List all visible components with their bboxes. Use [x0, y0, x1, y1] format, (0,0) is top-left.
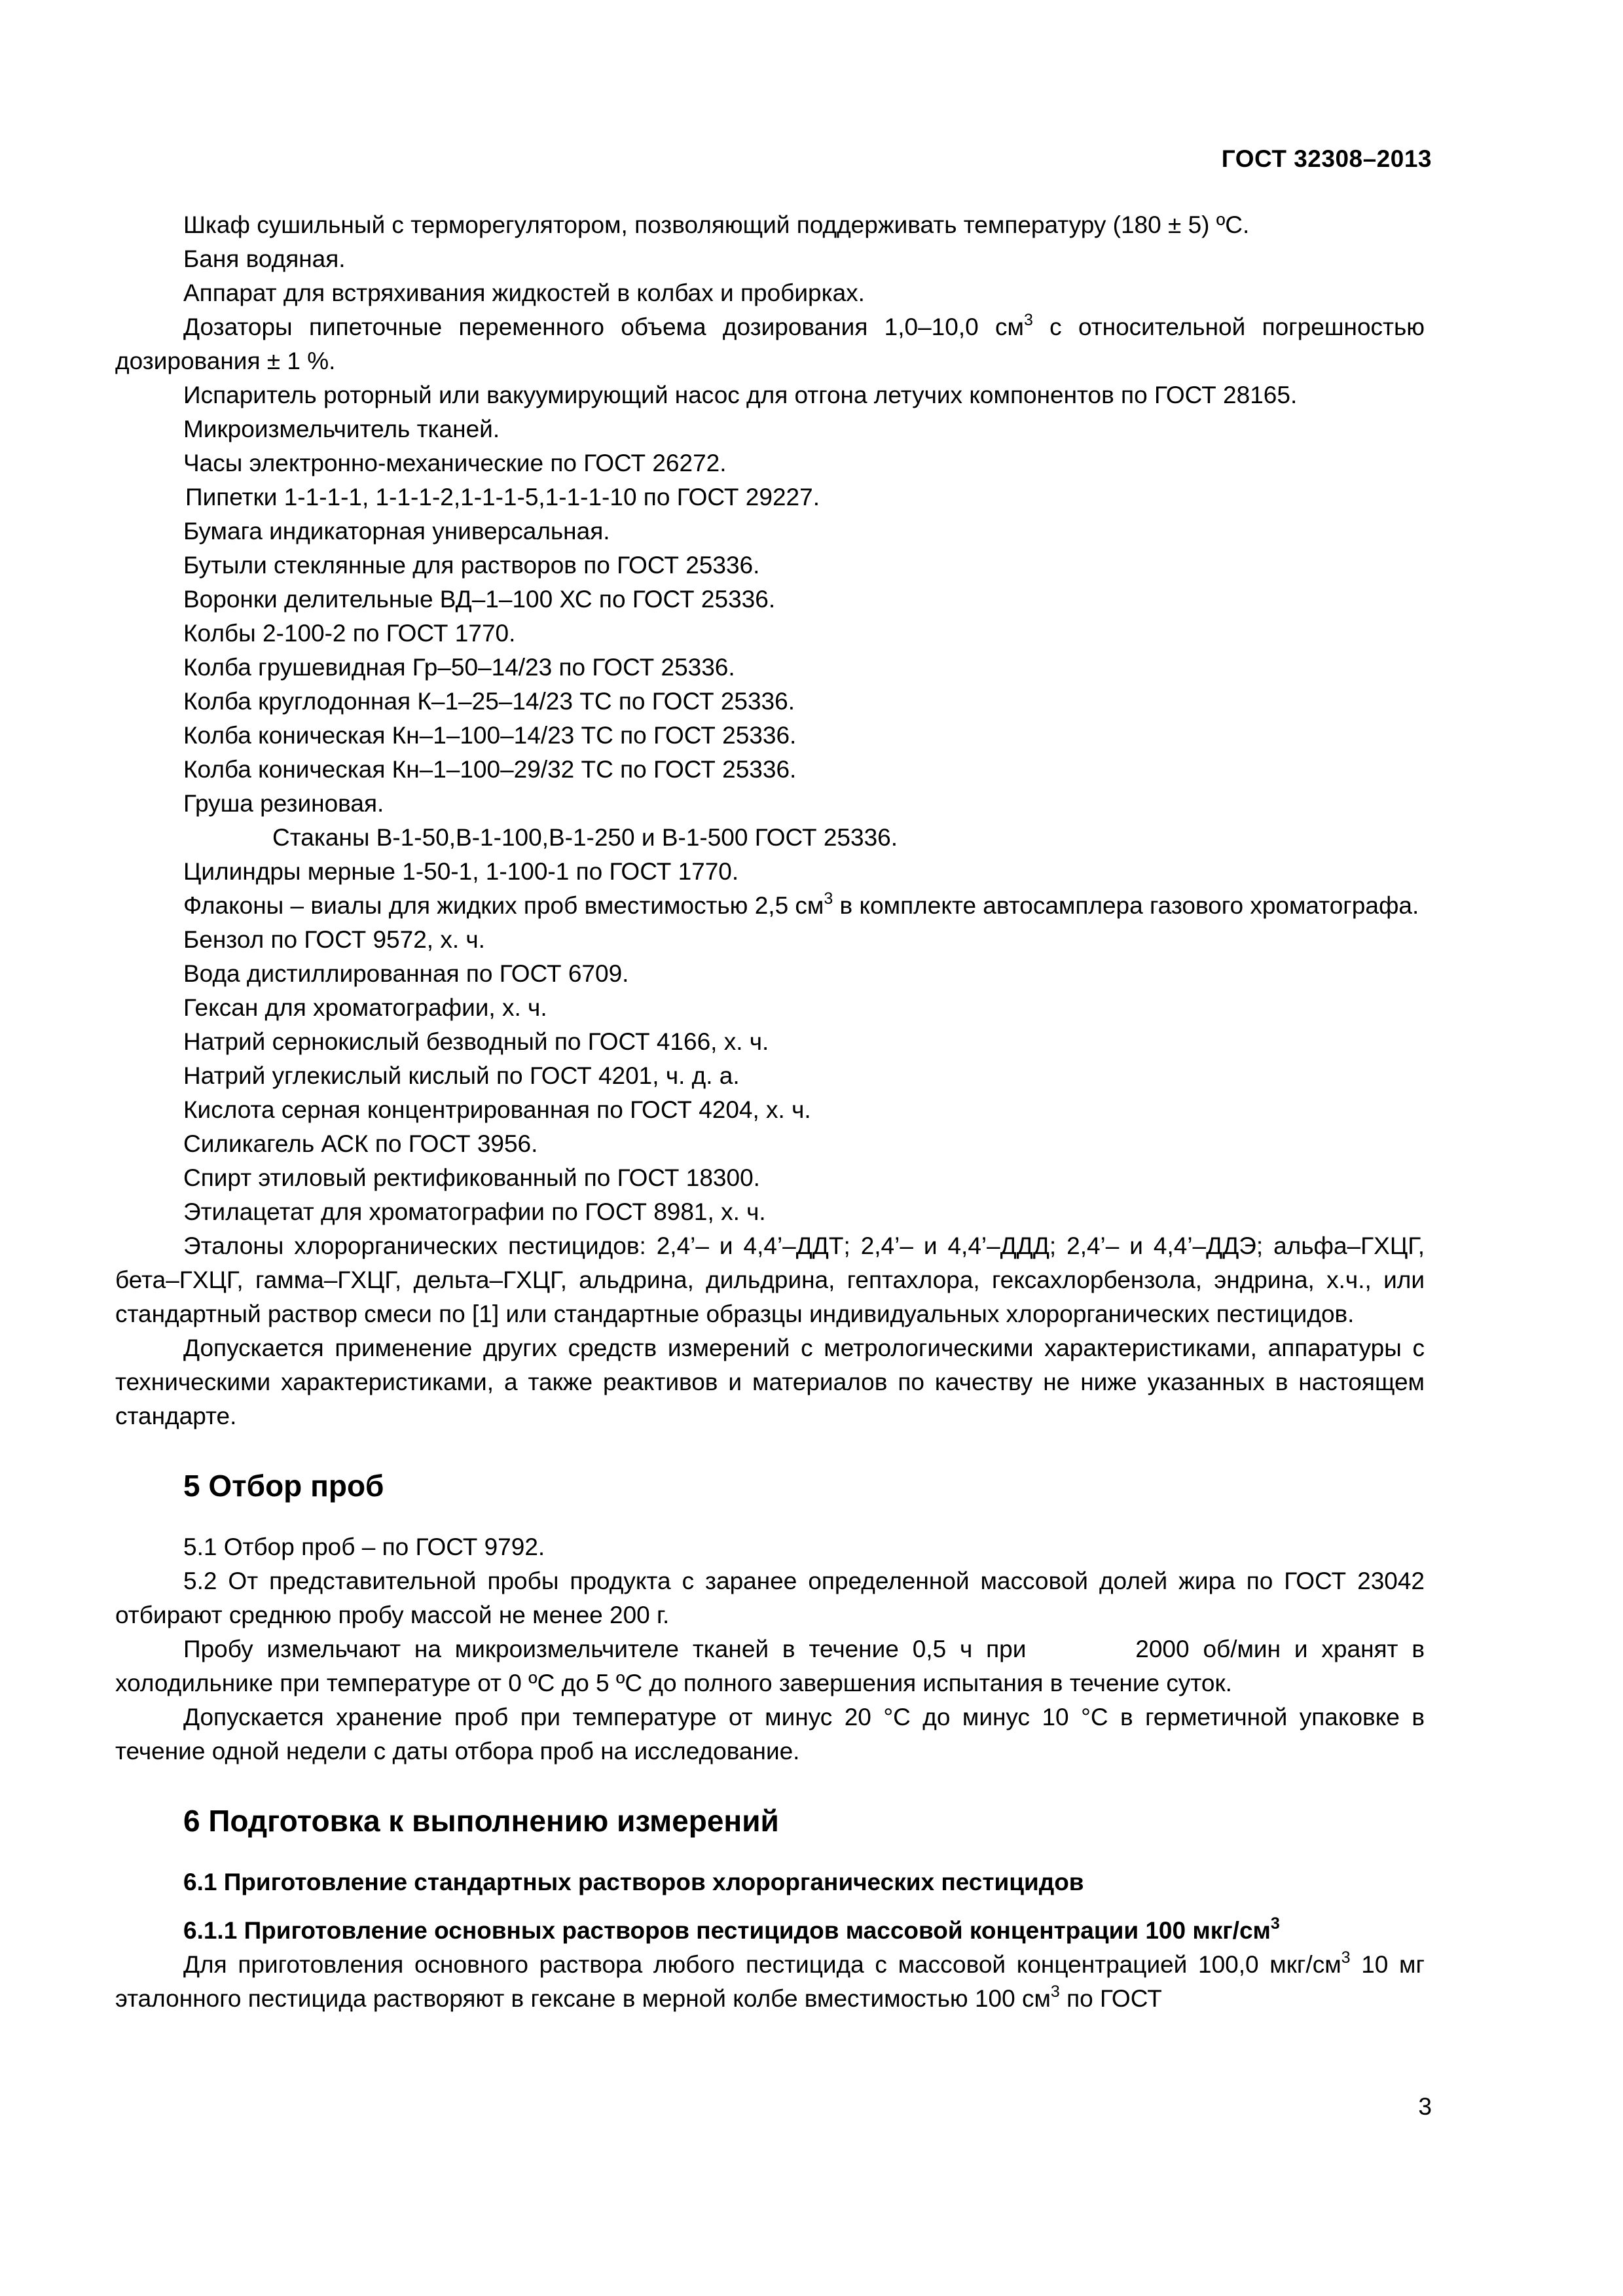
equipment-item: Аппарат для встряхивания жидкостей в колбах и пробирках.	[183, 279, 865, 306]
reagent-item: Кислота серная концентрированная по ГОСТ 4204, х. ч.	[183, 1096, 811, 1123]
reagent-item: Вода дистиллированная по ГОСТ 6709.	[183, 960, 629, 987]
equipment-item: Колба грушевидная Гр–50–14/23 по ГОСТ 25336.	[183, 654, 735, 681]
equipment-item: Цилиндры мерные 1-50-1, 1-100-1 по ГОСТ 1770.	[183, 858, 739, 885]
equipment-item: Шкаф сушильный с терморегулятором, позволяющий поддерживать температуру (180 ± 5) ºС.	[183, 211, 1250, 238]
standards-paragraph: Эталоны хлорорганических пестицидов: 2,4’– и 4,4’–ДДТ; 2,4’– и 4,4’–ДДД; 2,4’– и 4,4’–ДДЭ; альфа–ГХЦГ, бета–ГХЦГ, гамма–ГХЦГ, дельта–ГХЦГ, альдрина, дильдрина, гептахлора, гексахлорбензола, эндрина, х.ч., или стандартный раствор смеси по [1] или стандартные образцы индивидуальных хлорорганических пестицидов.	[115, 1232, 1425, 1327]
subsection-6-1-heading: 6.1 Приготовление стандартных растворов хлорорганических пестицидов	[183, 1869, 1084, 1895]
section-5-heading: 5 Отбор проб	[183, 1469, 384, 1503]
paragraph-5-1: 5.1 Отбор проб – по ГОСТ 9792.	[183, 1534, 545, 1560]
equipment-item: Баня водяная.	[183, 245, 346, 272]
page-number: 3	[1418, 2093, 1432, 2120]
paragraph-5-2-grinding: Пробу измельчают на микроизмельчителе тканей в течение 0,5 ч при 2000 об/мин и хранят в холодильнике при температуре от 0 ºС до 5 ºС до полного завершения испытания в течение суток.	[115, 1636, 1432, 1696]
document-code-header: ГОСТ 32308–2013	[1221, 145, 1432, 172]
equipment-item: Микроизмельчитель тканей.	[183, 416, 500, 442]
equipment-item: Колба коническая Кн–1–100–29/32 ТС по ГОСТ 25336.	[183, 756, 797, 783]
document-body	[115, 208, 1432, 2016]
reagent-item: Натрий сернокислый безводный по ГОСТ 4166, х. ч.	[183, 1028, 769, 1055]
equipment-item: Часы электронно-механические по ГОСТ 26272.	[183, 450, 727, 476]
vials-paragraph: Флаконы – виалы для жидких проб вместимостью 2,5 $см^3$ в комплекте автосамплера газового хроматографа.	[183, 889, 1419, 919]
equipment-item: Колбы 2-100-2 по ГОСТ 1770.	[183, 620, 516, 647]
reagent-item: Этилацетат для хроматографии по ГОСТ 8981, х. ч.	[183, 1198, 766, 1225]
reagent-item: Бензол по ГОСТ 9572, х. ч.	[183, 926, 485, 953]
allowed-paragraph: Допускается применение других средств измерений с метрологическими характеристиками, аппаратуры с техническими характеристиками, а также реактивов и материалов по качеству не ниже указанных в настоящем стандарте.	[115, 1335, 1425, 1429]
equipment-item: Бумага индикаторная универсальная.	[183, 518, 610, 545]
equipment-item: Колба коническая Кн–1–100–14/23 ТС по ГОСТ 25336.	[183, 722, 797, 749]
paragraph-6-1-1: Для приготовления основного раствора любого пестицида с массовой концентрацией 100,0 мкг/$см^3$ 10 мг эталонного пестицида растворяют в гексане в мерной колбе вместимостью 100 $см^3$ по ГОСТ	[115, 1948, 1425, 2012]
equipment-item: Воронки делительные ВД–1–100 ХС по ГОСТ 25336.	[183, 586, 776, 613]
reagent-item: Силикагель АСК по ГОСТ 3956.	[183, 1130, 538, 1157]
section-6-heading: 6 Подготовка к выполнению измерений	[183, 1804, 779, 1838]
equipment-item: Бутыли стеклянные для растворов по ГОСТ 25336.	[183, 552, 760, 579]
equipment-item: Пипетки 1-1-1-1, 1-1-1-2,1-1-1-5,1-1-1-10 по ГОСТ 29227.	[185, 484, 820, 511]
paragraph-5-2-storage: Допускается хранение проб при температуре от минус 20 °С до минус 10 °С в герметичной упаковке в течение одной недели с даты отбора проб на исследование.	[115, 1704, 1425, 1765]
reagent-item: Натрий углекислый кислый по ГОСТ 4201, ч. д. а.	[183, 1062, 740, 1089]
equipment-item: Стаканы В-1-50,В-1-100,В-1-250 и В-1-500 ГОСТ 25336.	[272, 824, 898, 851]
paragraph-5-2: 5.2 От представительной пробы продукта с заранее определенной массовой долей жира по ГОСТ 23042 отбирают среднюю пробу массой не менее 200 г.	[115, 1568, 1425, 1628]
equipment-item: Груша резиновая.	[183, 790, 384, 817]
dosers-paragraph: Дозаторы пипеточные переменного объема дозирования 1,0–10,0 $см^3$ с относительной погрешностью дозирования ± 1 %.	[115, 311, 1425, 374]
equipment-item: Испаритель роторный или вакуумирующий насос для отгона летучих компонентов по ГОСТ 28165.	[183, 382, 1298, 408]
equipment-item: Колба круглодонная К–1–25–14/23 ТС по ГОСТ 25336.	[183, 688, 795, 715]
reagent-item: Спирт этиловый ректификованный по ГОСТ 18300.	[183, 1164, 760, 1191]
subsection-6-1-1-heading: 6.1.1 Приготовление основных растворов пестицидов массовой концентрации 100 мкг/$см^3$	[183, 1914, 1280, 1944]
reagent-item: Гексан для хроматографии, х. ч.	[183, 994, 547, 1021]
